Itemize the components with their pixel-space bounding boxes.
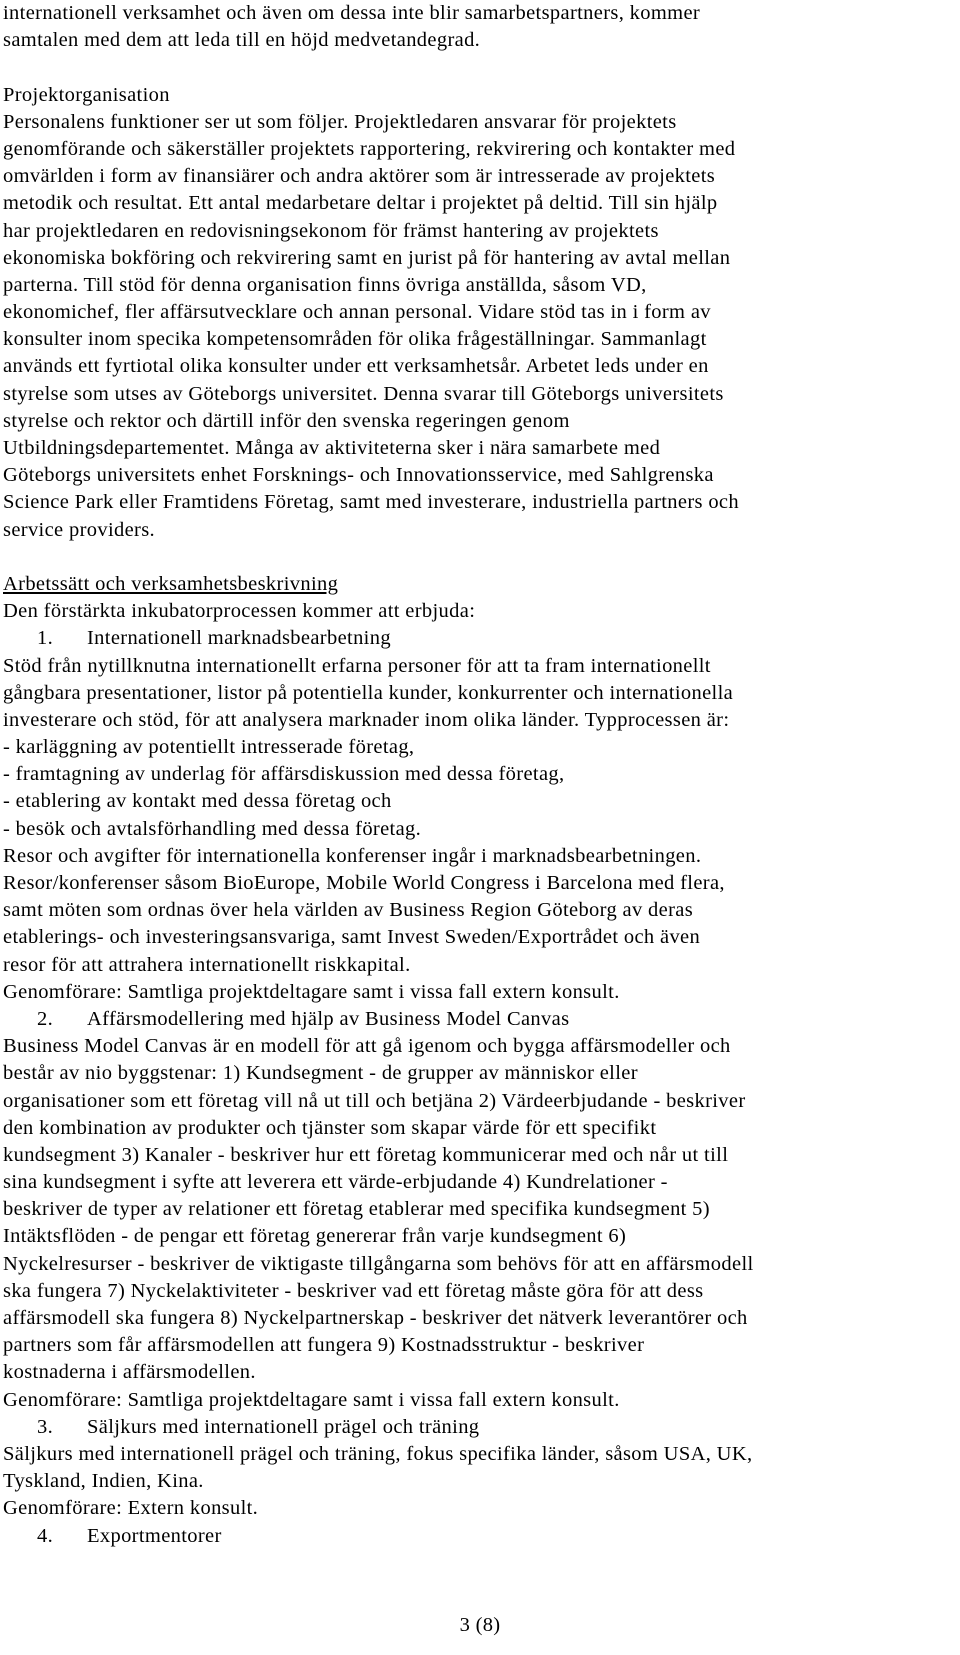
text-line: Utbildningsdepartementet. Många av aktiviteterna sker i nära samarbete med [3, 437, 661, 459]
intro-paragraph [3, 0, 955, 54]
list-item-heading [3, 625, 955, 652]
text-line: Genomförare: Samtliga projektdeltagare samt i vissa fall extern konsult. [3, 1388, 620, 1411]
text-line: affärsmodell ska fungera 8) Nyckelpartnerskap - beskriver det nätverk leverantörer och [3, 1307, 748, 1329]
text-line: etablerings- och investeringsansvariga, samt Invest Sweden/Exportrådet och även [3, 926, 701, 949]
text-line: Personalens funktioner ser ut som följer. Projektledaren ansvarar för projektets [3, 110, 677, 133]
text-line: Resor/konferenser såsom BioEurope, Mobile World Congress i Barcelona med flera, [3, 872, 725, 894]
text-line: den kombination av produkter och tjänster som skapar värde för ett specifikt [3, 1116, 657, 1139]
text-line: Genomförare: Samtliga projektdeltagare samt i vissa fall extern konsult. [3, 980, 620, 1003]
text-line: ekonomichef, fler affärsutvecklare och annan personal. Vidare stöd tas in i form av [3, 301, 711, 324]
text-line: Stöd från nytillknutna internationellt erfarna personer för att ta fram internationellt [3, 654, 711, 677]
text-line: Resor och avgifter för internationella konferenser ingår i marknadsbearbetningen. [3, 844, 702, 867]
text-line: - framtagning av underlag för affärsdiskussion med dessa företag, [3, 763, 565, 786]
text-line: Göteborgs universitets enhet Forsknings- och Innovationsservice, med Sahlgrenska [3, 464, 714, 487]
list-item-title: Säljkurs med internationell prägel och träning [87, 1415, 480, 1438]
list-item-heading [3, 1006, 955, 1033]
list-item-title: Exportmentorer [87, 1524, 222, 1547]
text-line: kundsegment 3) Kanaler - beskriver hur ett företag kommunicerar med och når ut till [3, 1143, 729, 1166]
text-line: internationell verksamhet och även om dessa inte blir samarbetspartners, kommer [3, 2, 701, 24]
text-line: samt möten som ordnas över hela världen av Business Region Göteborg av deras [3, 899, 694, 922]
document-page [3, 0, 955, 1550]
text-line: parterna. Till stöd för denna organisation finns övriga anställda, såsom VD, [3, 273, 647, 296]
text-line: har projektledaren en redovisningsekonom för främst hantering av projektets [3, 219, 659, 242]
text-line: investerare och stöd, för att analysera marknader inom olika länder. Typprocessen är: [3, 708, 730, 731]
text-line: samtalen med dem att leda till en höjd medvetandegrad. [3, 29, 481, 52]
text-line: beskriver de typer av relationer ett företag etablerar med specifika kundsegment 5) [3, 1198, 710, 1221]
section-arbetssatt [3, 571, 955, 1550]
text-line: Intäktsflöden - de pengar ett företag genererar från varje kundsegment 6) [3, 1225, 627, 1248]
text-line: service providers. [3, 518, 156, 541]
list-number: 4. [37, 1524, 54, 1547]
list-item-title: Affärsmodellering med hjälp av Business Model Canvas [87, 1007, 570, 1030]
list-number: 2. [37, 1007, 54, 1030]
text-line: resor för att attrahera internationellt riskkapital. [3, 953, 411, 976]
text-line: organisationer som ett företag vill nå ut till och betjäna 2) Värdeerbjudande - beskriver [3, 1089, 746, 1112]
text-line: Nyckelresurser - beskriver de viktigaste tillgångarna som behövs för att en affärsmodell [3, 1252, 754, 1275]
text-line: ska fungera 7) Nyckelaktiviteter - beskriver vad ett företag måste göra för att dess [3, 1279, 704, 1302]
text-line: styrelse som utses av Göteborgs universitet. Denna svarar till Göteborgs universitets [3, 382, 724, 405]
paragraph-gap [3, 54, 955, 81]
text-line: - etablering av kontakt med dessa företag och [3, 790, 392, 813]
text-line: består av nio byggstenar: 1) Kundsegment - de grupper av människor eller [3, 1062, 638, 1085]
section-heading-underlined: Arbetssätt och verksamhetsbeskrivning [3, 572, 339, 595]
text-line: gångbara presentationer, listor på potentiella kunder, konkurrenter och internationella [3, 681, 734, 704]
text-line: - besök och avtalsförhandling med dessa företag. [3, 817, 422, 840]
text-line: Säljkurs med internationell prägel och träning, fokus specifika länder, såsom USA, UK, [3, 1442, 753, 1465]
text-line: genomförande och säkerställer projektets rapportering, rekvirering och kontakter med [3, 137, 736, 160]
text-line: Tyskland, Indien, Kina. [3, 1470, 204, 1493]
text-line: konsulter inom specika kompetensområden för olika frågeställningar. Sammanlagt [3, 328, 707, 351]
text-line: kostnaderna i affärsmodellen. [3, 1361, 256, 1384]
list-number: 1. [37, 627, 54, 650]
text-line: Genomförare: Extern konsult. [3, 1497, 259, 1520]
text-line: partners som får affärsmodellen att fungera 9) Kostnadsstruktur - beskriver [3, 1334, 645, 1357]
text-line: Business Model Canvas är en modell för att gå igenom och bygga affärsmodeller och [3, 1035, 731, 1058]
text-line: används ett fyrtiotal olika konsulter under ett verksamhetsår. Arbetet leds under en [3, 355, 709, 378]
text-line: Science Park eller Framtidens Företag, samt med investerare, industriella partners och [3, 491, 739, 514]
list-number: 3. [37, 1415, 54, 1438]
text-line: metodik och resultat. Ett antal medarbetare deltar i projektet på deltid. Till sin hjälp [3, 192, 718, 215]
text-line: - karläggning av potentiellt intresserade företag, [3, 736, 415, 759]
list-item-title: Internationell marknadsbearbetning [87, 627, 391, 650]
section-intro: Den förstärkta inkubatorprocessen kommer att erbjuda: [3, 600, 476, 623]
text-line: sina kundsegment i syfte att leverera ett värde-erbjudande 4) Kundrelationer - [3, 1171, 668, 1194]
section-projektorganisation [3, 82, 955, 544]
text-line: styrelse och rektor och därtill inför den svenska regeringen genom [3, 409, 570, 432]
paragraph-gap [3, 544, 955, 571]
section-heading: Projektorganisation [3, 83, 170, 106]
text-line: omvärlden i form av finansiärer och andra aktörer som är intresserade av projektets [3, 165, 716, 188]
page-number: 3 (8) [459, 1614, 501, 1636]
list-item-heading [3, 1523, 955, 1550]
text-line: ekonomiska bokföring och rekvirering samt en jurist på för hantering av avtal mellan [3, 246, 731, 269]
list-item-heading [3, 1414, 955, 1441]
